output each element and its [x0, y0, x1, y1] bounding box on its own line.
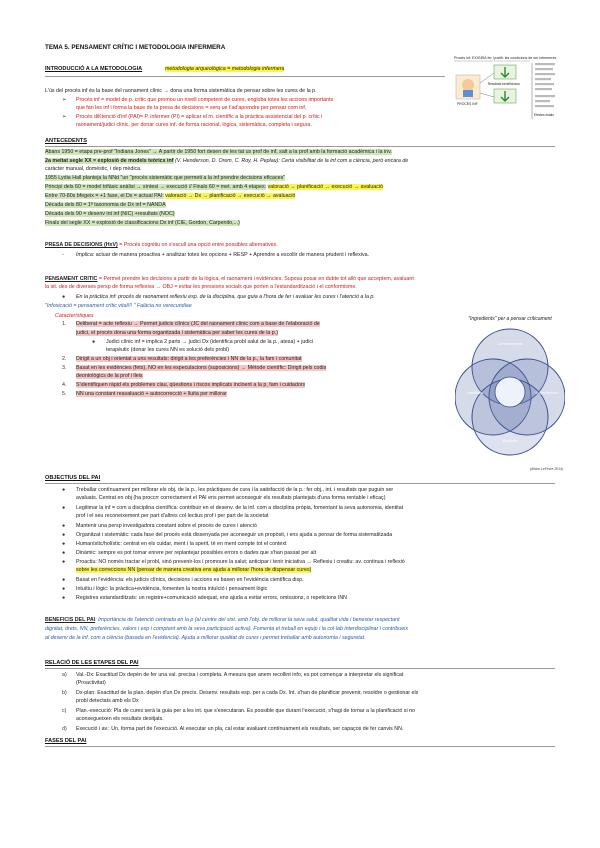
presa-implica-label: Implica [76, 252, 93, 258]
caract-heading: Característiques [55, 313, 94, 319]
objectiu-item: Humanístic/holístic: centrat en els cuidar, ment i la sperit, té en ment compte tot el context [76, 541, 287, 547]
objectiu-item: Dinàmic: sempre es pot tornar enrere per replantejar possibles errors o dades que s'han passat per alt [76, 550, 317, 556]
caract-item-text: NN una constant reavaluació + autocorrecció + lluita per millorar [76, 391, 227, 397]
intro-heading-text: INTRODUCCIÓ A LA METODOLOGIA [45, 66, 143, 72]
antecedents-l8-text: Dècada dels 90 = desenv int inf (NIC) +resultats (NOC) [45, 211, 175, 217]
relacio-item-cont: (Proactivitat) [76, 680, 106, 686]
antecedents-l2 [45, 158, 555, 165]
antecedents-l7-text: Dècada dels 80 = 1ª taxonomia de Dx inf = NANDA [45, 202, 166, 208]
caract-item [76, 330, 450, 337]
caract-subitem: terapèutic (donar les cures NN es solució dels probl) [106, 347, 230, 353]
antecedents-l6 [45, 193, 555, 200]
caract-item [76, 373, 450, 380]
divider [45, 746, 555, 747]
objectius-heading: OBJECTIUS DEL PAI [45, 475, 101, 481]
bullet-dot: ● [92, 339, 96, 345]
caract-item-text: deontològics de la prof i lleis [76, 373, 143, 379]
beneficis-l1: : Importància de l'atenció centrada en la p (al centre del sist. amb l'obj. de millorar la seva salut, qualitat vida i benestar respectant [95, 617, 400, 623]
bullet-dot: ● [62, 505, 66, 511]
beneficis-l3: al desenv de la inf. com a ciència (basada en l'evidència). Ajuda a millorar qualitat de cures i permet treballar amb autonomia i seguretat. [45, 635, 366, 641]
divider [45, 483, 555, 484]
relacio-item-cont: aconsegueixen els resultats desitjats. [76, 716, 164, 722]
antecedents-l1-text: Abans 1950 = etapa pre-prof "Indiana Jones" → A partir de 1950 fort desen de les tat us prof de inf, salt a la prof amb la formació acadèmica i la inv. [45, 149, 392, 155]
list-number: 4. [62, 382, 67, 388]
objectiu-item: Treballar contínuament per millorar els obj. de la p., les pràctiques de cura i la satisfacció de la p.: fer obj., int. i resultats que puguin ser [76, 487, 394, 493]
beneficis-l2: dignitat, drets, NN, preferències, valors i exp i comptant amb la seva participació activa). Fomenta el treball en equip i la col·lab interdisciplinar i contribueix [45, 626, 409, 632]
intro-line1: L'ús del procés inf és la base del raonament clínic → dona una forma sistemàtica de pensar sobre les cures de la p. [45, 88, 317, 94]
caract-item-text: Deliberat = acte reflexiu → Permet judicis clínics (JC del raonament clínic com a base de l'elaboració de [76, 321, 320, 327]
antecedents-l5 [45, 184, 555, 191]
bullet-dot: ● [62, 487, 66, 493]
bullet-dot: ● [62, 586, 66, 592]
bullet-dot: ● [62, 532, 66, 538]
antecedents-l5a: Principi dels 60 = model trifàsic anàlisi → síntesi → execució // Finals 60 = met. amb 4 etapes: [45, 184, 267, 190]
diagram-right-label: Efectes estals [534, 113, 554, 117]
objectiu-item: Legitimar la inf = com a disciplina científica: contribuir en el desenv. de la inf. com a disciplina pròpia, fomentant la seva autonomia, identitat [76, 505, 404, 511]
presa-heading: PRESA DE DECISIONS (HxV) [45, 242, 118, 248]
bullet-arrow: ➢ [62, 114, 67, 120]
objectiu-item-cont [76, 567, 554, 574]
caract-item-text: judici, el procés dona una forma organitzada i sistemàtica per saber les cures de la p.) [76, 330, 278, 336]
antecedents-l4a: 1955 Lydia Hall planteja la NNd "un "procés sistemàtic que permeti a la inf prendre decisions eficaces" [45, 175, 286, 181]
intro-item1b: que fan les inf i forma la base de la presa de decisions = serq ue t'ad'aprendre per pensar com inf. [76, 105, 307, 111]
venn-title: "Ingredients" per a pensar críticament [468, 316, 552, 322]
intro-item2b: raonament/judici clínic, per donar cures inf. de forma racional, lògica, sistemàtica, completa i segura. [76, 122, 312, 128]
caract-item [76, 365, 450, 372]
process-diagram [452, 53, 557, 123]
presa-implica [76, 252, 546, 259]
divider [45, 76, 445, 77]
objectiu-item-cont: avaluats. Centrat en obj (ha proccrr correctament el PAI ens permet aconseguir els resultats plantejats d'una forma rentable i eficaç) [76, 495, 386, 501]
venn-label-left: Habilitats [466, 390, 484, 395]
antecedents-l7 [45, 202, 555, 209]
relacio-item: Dx-plan: Exactitud de la plan. depèn d'un Dx precís. Desenv. resultats esp. per a cada Dx. Int. s'han de planificar prevenir, resoldre o gestionar els [76, 690, 419, 696]
objectiu-item: Registres estandarditzats: un registre+comunicació adequat, ens ajuda a evitar errors, omissions, o repeticions INN [76, 595, 348, 601]
pensament-line1 [45, 276, 555, 283]
beneficis-line1 [45, 617, 555, 624]
venn-label-bottom: Actituds [502, 438, 518, 443]
venn-diagram [455, 312, 565, 474]
antecedents-l6b: valoració → Dx → planificació → execució → avaluació [165, 193, 296, 199]
objectiu-item: Mantenir una persp investigadora constant sobre el procés de cures i atenció [76, 523, 257, 529]
relacio-item: Val.-Dx: Exactitud Dx depèn de fer una val. precisa i completa. A mesura que anem recollint info, es pot començar a interpretar els significat [76, 672, 404, 678]
bullet-dot: ● [62, 550, 66, 556]
intro-heading [45, 66, 142, 72]
intro-highlight [165, 66, 284, 73]
antecedents-l4 [45, 175, 555, 182]
divider [45, 668, 555, 669]
bullet-dot: ● [62, 595, 66, 601]
venn-label-top: Coneixements [497, 341, 523, 346]
antecedents-l2a: 2a meitat segle XX = explosió de models teòrics inf [45, 158, 174, 164]
caract-item [76, 382, 450, 389]
venn-credit: (Alfaro-LeFevre 2014) [529, 467, 563, 471]
caract-item [76, 391, 450, 398]
bullet-dot: ● [62, 523, 66, 529]
pensament-quote: "Infoxicació = pensament crític vital!!! " Falàcia no verecundiae [45, 303, 192, 309]
antecedents-l6a: Entre 70-80s bfegeix = +1 fase, el Dx = actual PAI: [45, 193, 164, 199]
diagram-box-left-label: PROCÉS INF [457, 102, 478, 106]
pensament-heading: PENSAMENT CRÍTIC [45, 276, 98, 282]
caract-item [76, 321, 450, 328]
relacio-item-cont: probl detectats amb els Dx [76, 698, 139, 704]
intro-item2a: Procés diKtenció d'inf (PAI)= P. infermer (PI) = aplicar el m. científic a la pràctica assistencial del p. crític i [76, 114, 323, 120]
pensament-def1: = Permet prendre les decisions a partir de la lògica, el raonament i evidències. Suposa posar en dubte tot allò que acceptem, avaluant [98, 276, 414, 282]
page-title: TEMA 5. PENSAMENT CRÍTIC I METODOLOGIA INFERMERA [45, 44, 226, 51]
bullet-dot: ● [62, 294, 66, 300]
list-letter: a) [62, 672, 67, 678]
objectiu-item: Proactiu: NO només tractar el probl, sinó prevenir-los i promoure la salut; anticipar i tenir iniciativa → Reflexiu i creatiu: av. continua i reflexió [76, 559, 405, 565]
intro-highlight-text: metodologia arqueològica = metodologia infermera [165, 66, 285, 72]
pensament-def2: la sit. des de diverses persp de forma reflexiva → OBJ = evitar les pressions socials que porten a l'estandardització i el conformisme. [45, 284, 357, 290]
presa-line [45, 242, 555, 249]
antecedents-l5b: valoració → planificació → execució → avaluació [267, 184, 384, 190]
beneficis-heading: BENEFICIS DEL PAI [45, 617, 96, 623]
list-number: 3. [62, 365, 67, 371]
diagram-box-mid-label: Resultats beneficiosos [488, 82, 520, 86]
objectiu-item: Intuïtiu i lògic: la pràctica+evidència, fomenten la nostra intuïció i pensament lògic [76, 586, 268, 592]
relacio-heading: RELACIÓ DE LES ETAPES DEL PAI [45, 660, 139, 666]
caract-item-text: Dirigit a un obj i orientat a uns resultats: dirigit a les preferències i NN de la p., la fam i comunitat [76, 356, 302, 362]
bullet-dot: ● [62, 541, 66, 547]
antecedents-heading: ANTECEDENTS [45, 138, 87, 144]
objectiu-item: Organitzat i sistemàtic: cada fase del procés està dissenyada per aconseguir un propòsit, i ens ajuda a pensar de forma sistematitzada [76, 532, 393, 538]
objectiu-item-cont: prof i el seu reconeixement per part d'altres col·lectius prof i per part de la societat [76, 513, 269, 519]
caract-item-text: S'identifiquen ràpid els problemes clau, qüestions i riscos implicats incloent a la p, fam i cuidadors [76, 382, 306, 388]
bullet-dash: - [62, 252, 64, 258]
presa-def: = Procés cognitiu on s'escull una opció entre possibles alternatives. [119, 242, 278, 248]
bullet-arrow: ➢ [62, 97, 67, 103]
caract-subitem: Judici clínic inf = implica 2 parts → judici Dx (identifica probl salut de la p., atesa) + judici [106, 339, 314, 345]
bullet-dot: ● [62, 559, 66, 565]
antecedents-l1 [45, 149, 555, 156]
intro-item1a: Procés inf = model de p. crític que promou un nivell competent de cures, engloba totes les accions importants [76, 97, 334, 103]
objectiu-item-cont-text: sobre les correccions NN (pensar de manera creativa ens ajuda a millorar l'hora de dispensar cures) [76, 567, 312, 573]
venn-label-right: Experiències [535, 390, 559, 395]
antecedents-l9 [45, 220, 555, 227]
relacio-item: Execució i av.: Un. forma part de l'execució. Al executar un pla, cal estar avaluant contínuament els resultats, ser capaços de fer canvis NN. [76, 726, 404, 732]
divider [45, 146, 555, 147]
caract-item-text: Basat en les evidències (fets), NO en les especulacions (suposicions) → Mètode científic: Dirigit pels codis [76, 365, 327, 371]
objectiu-item: Basat en l'evidència: els judicis clínics, decisions i accions es basen en l'evidència científica disp. [76, 577, 304, 583]
bullet-dot: ● [62, 577, 66, 583]
list-number: 5. [62, 391, 67, 397]
antecedents-l9-text: Finals del segle XX = explosió de classificacions Dx inf (CIE, Gordon, Carpenito,...) [45, 220, 240, 226]
presa-implica-text: : actuar de manera proactiva + analitzar totes les opcions + RESP + Aprendre a escollir de manera prudent i reflexiva. [92, 252, 370, 258]
list-letter: c) [62, 708, 67, 714]
antecedents-l2b: (V. Henderson, D. Orem, C. Roy, H. Peplau): Certa visibilitat de la inf com a ciència, però encara de [173, 158, 409, 164]
antecedents-l8 [45, 211, 555, 218]
list-letter: b) [62, 690, 67, 696]
pensament-ambit: En la pràctica inf: procés de raonament reflexiu esp. de la disciplina, que guia a l'hora de fer i avaluar les cures i l'atenció a la p. [76, 294, 375, 300]
diagram-caption: Procés inf: EXIGIRÀ fer i justifi: les condicions de ser infermeres [454, 56, 557, 60]
list-number: 2. [62, 356, 67, 362]
list-number: 1. [62, 321, 67, 327]
list-letter: d) [62, 726, 67, 732]
fases-heading: FASES DEL PAI [45, 738, 87, 744]
antecedents-l3: caràcter manual, domèstic, i dep mèdica. [45, 166, 142, 172]
caract-item [76, 356, 450, 363]
relacio-item: Plan.-execució: Pla de cures serà la guia per a les int. que s'executaran. És possible que durant l'execució, s'hagi de tornar a la planificació si no [76, 708, 415, 714]
